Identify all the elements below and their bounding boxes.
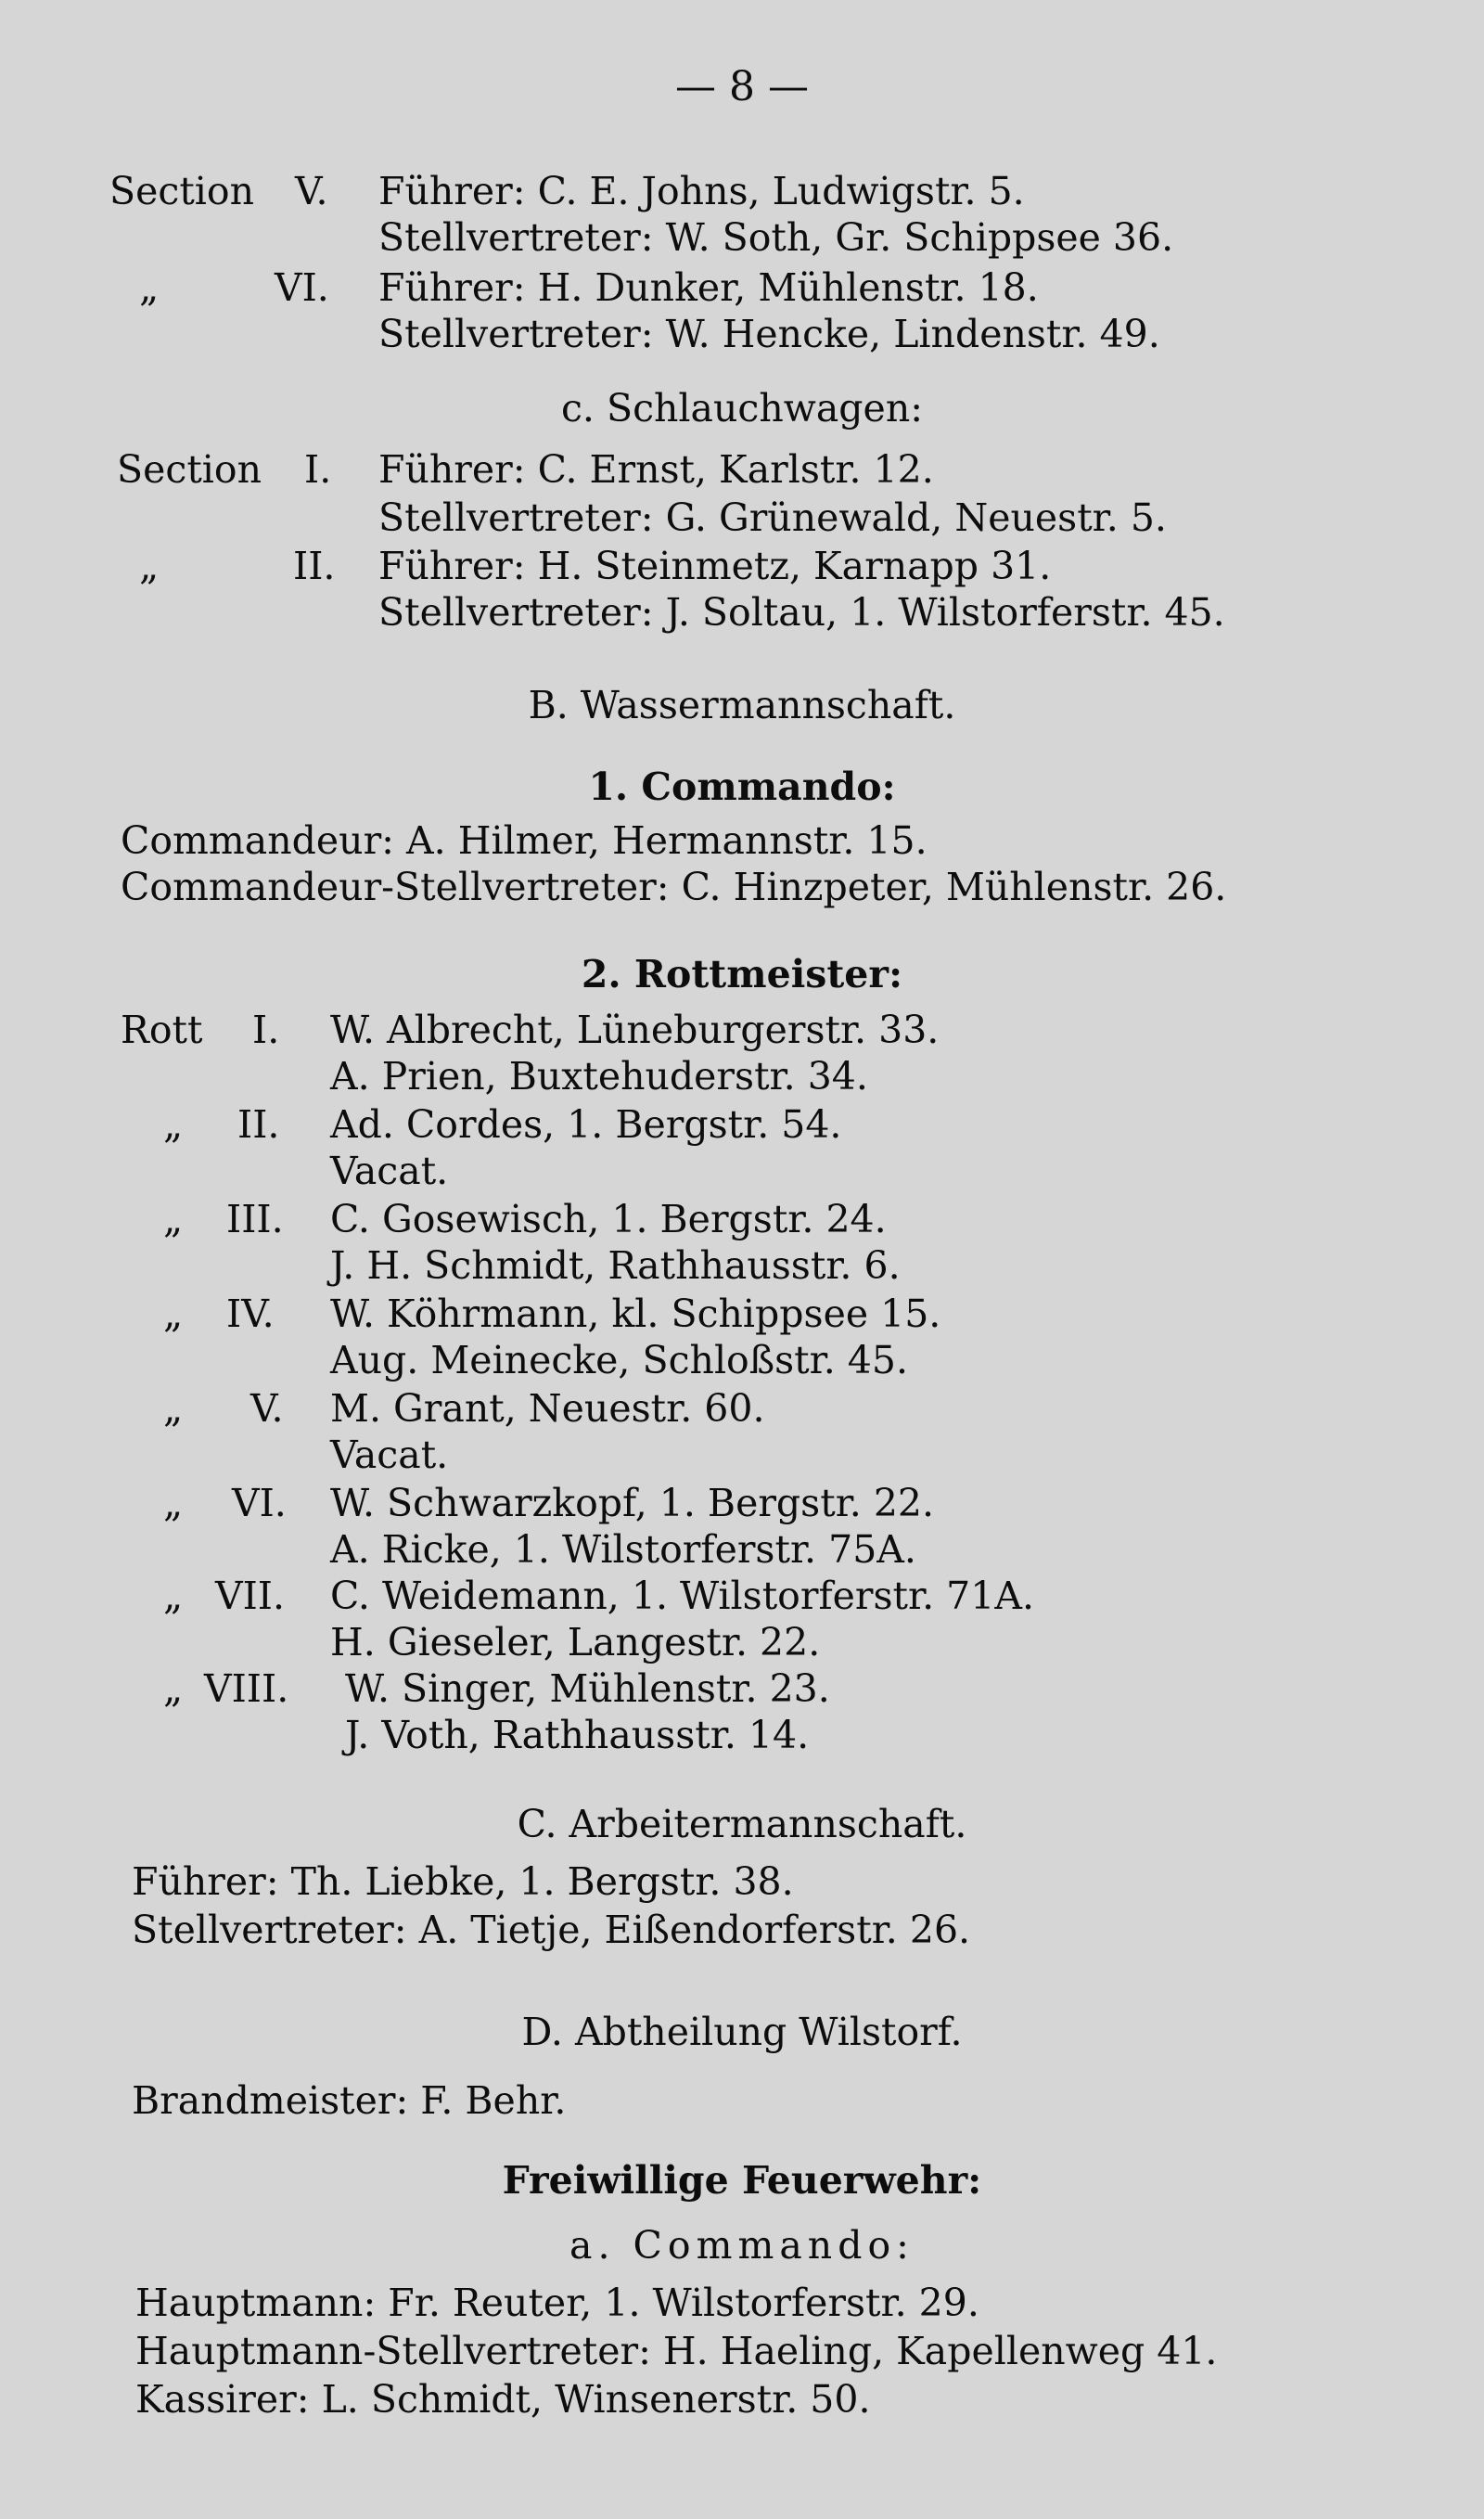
ditto-mark: „ (163, 1197, 184, 1241)
rott-name: C. Weidemann, 1. Wilstorferstr. 71A. (330, 1574, 1034, 1618)
section-heading: D. Abtheilung Wilstorf. (521, 2010, 963, 2054)
row-numeral: VII. (215, 1574, 286, 1618)
section-heading: Freiwillige Feuerwehr: (502, 2158, 982, 2203)
arbeiter-line: Führer: Th. Liebke, 1. Bergstr. 38. (132, 1859, 794, 1904)
commando-line: Kassirer: L. Schmidt, Winsenerstr. 50. (135, 2377, 871, 2422)
row-label: Rott (121, 1008, 203, 1052)
row-text: Stellvertreter: W. Hencke, Lindenstr. 49. (378, 312, 1160, 356)
row-label: Section (117, 447, 262, 492)
wilstorf-line: Brandmeister: F. Behr. (132, 2078, 567, 2123)
ditto-mark: „ (163, 1574, 184, 1618)
row-numeral: V. (295, 169, 328, 213)
subsection-heading: 1. Commando: (588, 765, 896, 809)
row-numeral: I. (252, 1008, 280, 1052)
row-text: Stellvertreter: W. Soth, Gr. Schippsee 36. (378, 215, 1174, 260)
row-numeral: I. (304, 447, 332, 492)
rott-name: Vacat. (330, 1433, 449, 1477)
subsection-heading: 2. Rottmeister: (581, 952, 903, 996)
arbeiter-line: Stellvertreter: A. Tietje, Eißendorferstr. 26. (132, 1908, 971, 1952)
row-numeral: VIII. (204, 1666, 289, 1711)
page-number: — 8 — (675, 63, 809, 110)
row-numeral: IV. (226, 1292, 275, 1336)
ditto-mark: „ (163, 1666, 184, 1711)
ditto-mark: „ (163, 1292, 184, 1336)
rott-name: A. Ricke, 1. Wilstorferstr. 75A. (330, 1527, 916, 1572)
rott-name: C. Gosewisch, 1. Bergstr. 24. (330, 1197, 887, 1241)
rott-name: W. Albrecht, Lüneburgerstr. 33. (330, 1008, 940, 1052)
commando-line: Hauptmann-Stellvertreter: H. Haeling, Kapellenweg 41. (135, 2329, 1218, 2373)
row-numeral: II. (293, 544, 336, 588)
ditto-mark: „ (139, 544, 160, 588)
ditto-mark: „ (163, 1386, 184, 1431)
row-text: Führer: C. Ernst, Karlstr. 12. (378, 447, 934, 492)
rott-name: A. Prien, Buxtehuderstr. 34. (330, 1054, 868, 1099)
ditto-mark: „ (163, 1481, 184, 1525)
row-text: Stellvertreter: G. Grünewald, Neuestr. 5. (378, 495, 1167, 540)
rott-name: Ad. Cordes, 1. Bergstr. 54. (330, 1102, 842, 1147)
section-heading: C. Arbeitermannschaft. (517, 1802, 967, 1846)
row-label: Section (109, 169, 254, 213)
row-text: Stellvertreter: J. Soltau, 1. Wilstorferstr. 45. (378, 590, 1225, 635)
rott-name: J. Voth, Rathhausstr. 14. (345, 1713, 810, 1757)
row-text: Führer: H. Steinmetz, Karnapp 31. (378, 544, 1052, 588)
rott-name: W. Köhrmann, kl. Schippsee 15. (330, 1292, 941, 1336)
row-text: Führer: C. E. Johns, Ludwigstr. 5. (378, 169, 1025, 213)
commando-line: Hauptmann: Fr. Reuter, 1. Wilstorferstr. 29. (135, 2281, 979, 2325)
section-heading: B. Wassermannschaft. (528, 683, 956, 727)
commando-line: Commandeur-Stellvertreter: C. Hinzpeter, Mühlenstr. 26. (121, 865, 1227, 909)
subsection-heading: a. Commando: (569, 2223, 915, 2268)
rott-name: Aug. Meinecke, Schloßstr. 45. (330, 1338, 909, 1382)
rott-name: Vacat. (330, 1149, 449, 1193)
rott-name: W. Schwarzkopf, 1. Bergstr. 22. (330, 1481, 935, 1525)
ditto-mark: „ (139, 265, 160, 310)
row-text: Führer: H. Dunker, Mühlenstr. 18. (378, 265, 1039, 310)
row-numeral: III. (226, 1197, 284, 1241)
ditto-mark: „ (163, 1102, 184, 1147)
rott-name: J. H. Schmidt, Rathhausstr. 6. (330, 1243, 901, 1288)
subsection-heading: c. Schlauchwagen: (560, 386, 924, 431)
row-numeral: VI. (232, 1481, 287, 1525)
rott-name: W. Singer, Mühlenstr. 23. (345, 1666, 830, 1711)
commando-line: Commandeur: A. Hilmer, Hermannstr. 15. (121, 818, 928, 863)
rott-name: M. Grant, Neuestr. 60. (330, 1386, 765, 1431)
row-numeral: II. (237, 1102, 280, 1147)
row-numeral: VI. (275, 265, 329, 310)
row-numeral: V. (250, 1386, 284, 1431)
rott-name: H. Gieseler, Langestr. 22. (330, 1620, 821, 1664)
